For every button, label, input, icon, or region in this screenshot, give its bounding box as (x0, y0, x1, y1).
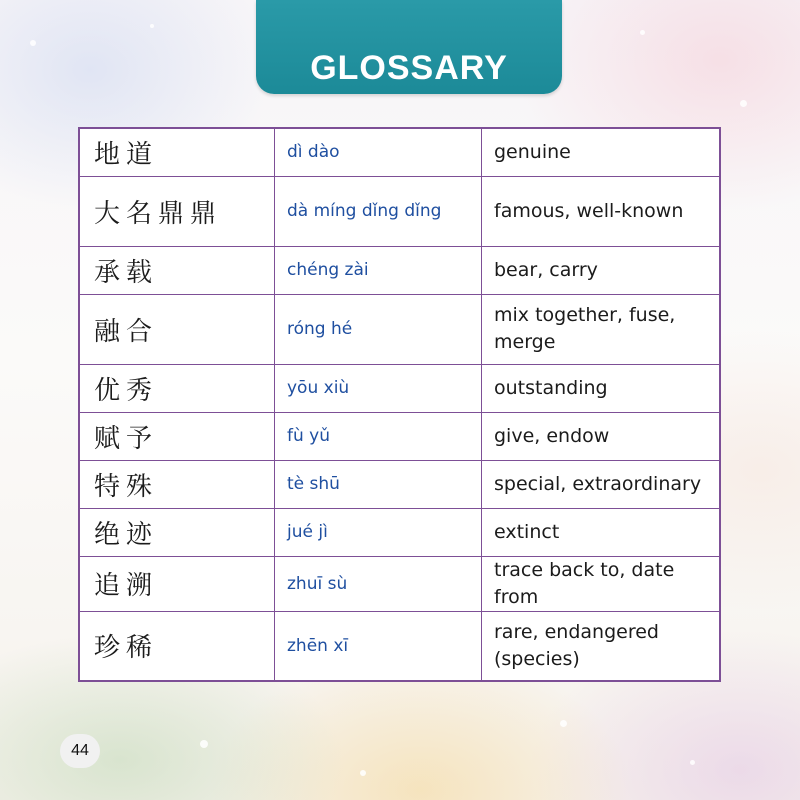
glossary-table (78, 127, 721, 682)
glossary-row (79, 556, 720, 611)
english-meaning: bear, carry (482, 246, 721, 294)
glossary-row (79, 611, 720, 681)
english-meaning: extinct (482, 508, 721, 556)
glossary-row (79, 294, 720, 364)
english-meaning: famous, well-known (482, 176, 721, 246)
chinese-term: 珍稀 (79, 611, 275, 681)
pinyin-reading: zhēn xī (275, 611, 482, 681)
chinese-term: 大名鼎鼎 (79, 176, 275, 246)
chinese-term: 地道 (79, 128, 275, 176)
english-meaning: rare, endangered (species) (482, 611, 721, 681)
english-meaning: genuine (482, 128, 721, 176)
glossary-row (79, 176, 720, 246)
background-sparkle (150, 24, 154, 28)
background-sparkle (560, 720, 567, 727)
english-meaning: outstanding (482, 364, 721, 412)
background-sparkle (740, 100, 747, 107)
pinyin-reading: róng hé (275, 294, 482, 364)
chinese-term: 特殊 (79, 460, 275, 508)
page-number: 44 (60, 734, 100, 768)
pinyin-reading: zhuī sù (275, 556, 482, 611)
chinese-term: 承载 (79, 246, 275, 294)
pinyin-reading: fù yǔ (275, 412, 482, 460)
glossary-row (79, 460, 720, 508)
glossary-row (79, 364, 720, 412)
pinyin-reading: chéng zài (275, 246, 482, 294)
background-sparkle (200, 740, 208, 748)
background-sparkle (640, 30, 645, 35)
background-sparkle (30, 40, 36, 46)
chinese-term: 追溯 (79, 556, 275, 611)
glossary-table-body (79, 128, 720, 681)
page-title: GLOSSARY (310, 49, 508, 87)
pinyin-reading: jué jì (275, 508, 482, 556)
chinese-term: 优秀 (79, 364, 275, 412)
pinyin-reading: yōu xiù (275, 364, 482, 412)
glossary-header-tab (256, 0, 562, 94)
pinyin-reading: dì dào (275, 128, 482, 176)
background-sparkle (690, 760, 695, 765)
glossary-row (79, 508, 720, 556)
glossary-row (79, 128, 720, 176)
chinese-term: 赋予 (79, 412, 275, 460)
glossary-row (79, 412, 720, 460)
background-sparkle (360, 770, 366, 776)
english-meaning: give, endow (482, 412, 721, 460)
english-meaning: trace back to, date from (482, 556, 721, 611)
english-meaning: special, extraordinary (482, 460, 721, 508)
pinyin-reading: dà míng dǐng dǐng (275, 176, 482, 246)
chinese-term: 绝迹 (79, 508, 275, 556)
pinyin-reading: tè shū (275, 460, 482, 508)
english-meaning: mix together, fuse, merge (482, 294, 721, 364)
chinese-term: 融合 (79, 294, 275, 364)
glossary-row (79, 246, 720, 294)
